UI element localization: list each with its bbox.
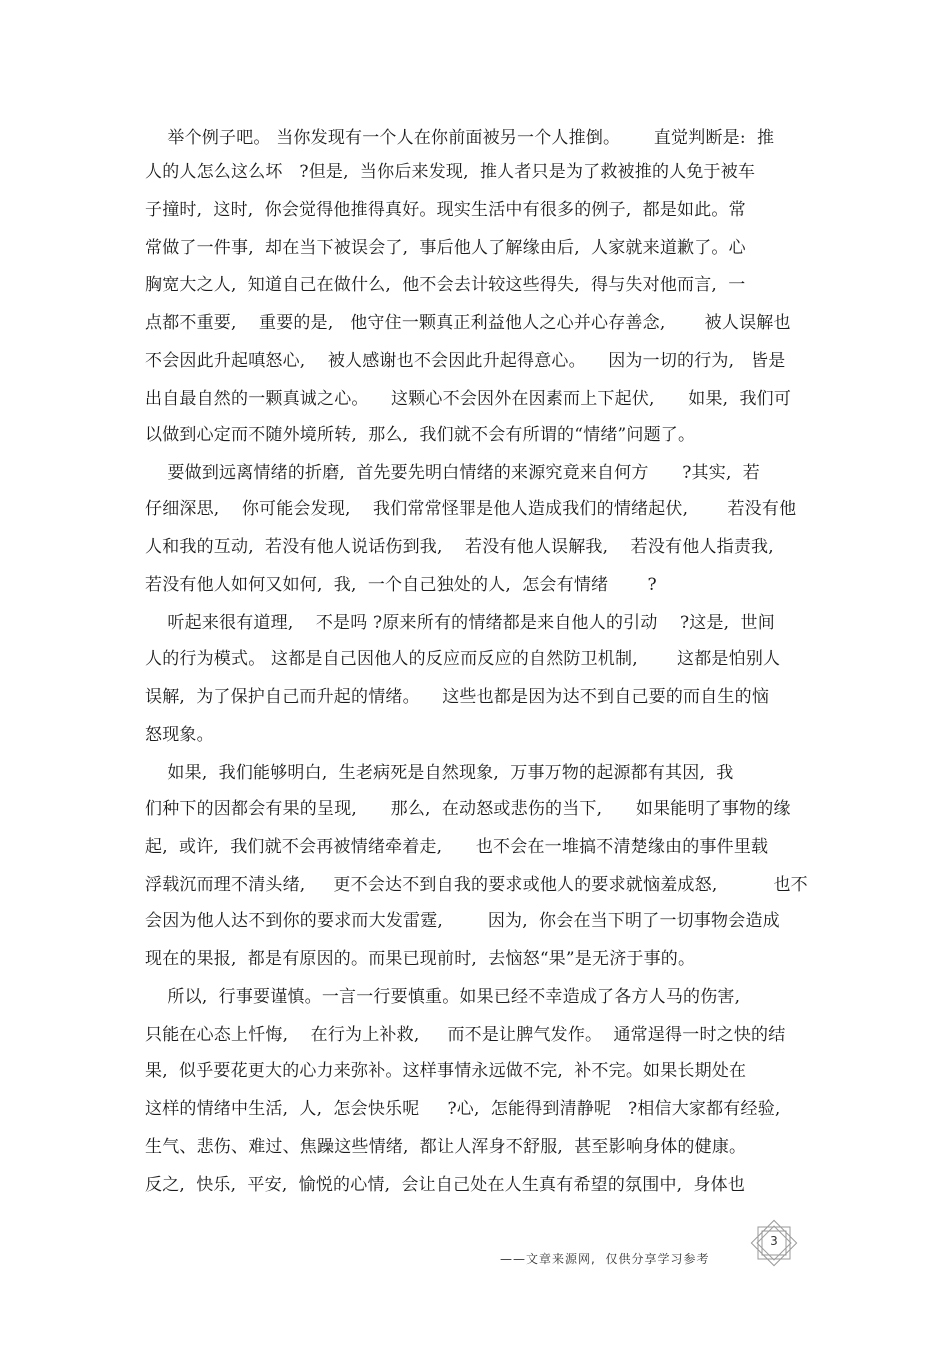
text-line: 反之, 快乐, 平安, 愉悦的心情, 会让自己处在人生真有希望的氛围中, 身体也 <box>145 1175 746 1195</box>
text-line: 点都不重要, 重要的是, 他守住一颗真正利益他人之心并心存善念, 被人误解也 <box>145 313 791 333</box>
footer-source-note: ——文章来源网, 仅供分享学习参考 <box>500 1252 710 1266</box>
text-line: 人和我的互动, 若没有他人说话伤到我, 若没有他人误解我, 若没有他人指责我, <box>145 537 774 557</box>
text-line: 出自最自然的一颗真诚之心。 这颗心不会因外在因素而上下起伏, 如果, 我们可 <box>145 389 792 409</box>
text-line: 不会因此升起嗔怒心, 被人感谢也不会因此升起得意心。 因为一切的行为, 皆是 <box>145 351 786 371</box>
page-number: 3 <box>770 1234 778 1248</box>
text-line: 如果, 我们能够明白, 生老病死是自然现象, 万事万物的起源都有其因, 我 <box>145 763 734 783</box>
text-line: 生气、悲伤、难过、焦躁这些情绪, 都让人浑身不舒服, 甚至影响身体的健康。 <box>145 1137 747 1157</box>
text-line: 这样的情绪中生活, 人, 怎会快乐呢 ?心, 怎能得到清静呢 ?相信大家都有经验, <box>145 1099 781 1119</box>
text-line: 会因为他人达不到你的要求而大发雷霆, 因为, 你会在当下明了一切事物会造成 <box>145 911 780 931</box>
text-line: 起, 或许, 我们就不会再被情绪牵着走, 也不会在一堆搞不清楚缘由的事件里载 <box>145 837 769 857</box>
text-line: 要做到远离情绪的折磨, 首先要先明白情绪的来源究竟来自何方 ?其实, 若 <box>145 463 760 483</box>
text-line: 人的行为模式。 这都是自己因他人的反应而反应的自然防卫机制, 这都是怕别人 <box>145 649 781 669</box>
text-line: 子撞时, 这时, 你会觉得他推得真好。现实生活中有很多的例子, 都是如此。常 <box>145 200 746 220</box>
text-line: 以做到心定而不随外境所转, 那么, 我们就不会有所谓的“情绪”问题了。 <box>145 425 696 445</box>
text-line: 举个例子吧。 当你发现有一个人在你前面被另一个人推倒。 直觉判断是: 推 <box>145 128 775 148</box>
page-number-badge <box>748 1219 800 1269</box>
text-line: 现在的果报, 都是有原因的。而果已现前时, 去恼怒“果”是无济于事的。 <box>145 949 696 969</box>
text-line: 胸宽大之人, 知道自己在做什么, 他不会去计较这些得失, 得与失对他而言, 一 <box>145 275 746 295</box>
text-line: 听起来很有道理, 不是吗 ?原来所有的情绪都是来自他人的引动 ?这是, 世间 <box>145 613 775 633</box>
text-line: 所以, 行事要谨慎。一言一行要慎重。如果已经不幸造成了各方人马的伤害, <box>145 987 741 1007</box>
text-line: 误解, 为了保护自己而升起的情绪。 这些也都是因为达不到自己要的而自生的恼 <box>145 687 770 707</box>
text-line: 们种下的因都会有果的呈现, 那么, 在动怒或悲伤的当下, 如果能明了事物的缘 <box>145 799 791 819</box>
text-line: 人的人怎么这么坏 ?但是, 当你后来发现, 推人者只是为了救被推的人免于被车 <box>145 162 756 182</box>
text-line: 只能在心态上忏悔, 在行为上补救, 而不是让脾气发作。 通常逞得一时之快的结 <box>145 1025 786 1045</box>
text-line: 浮载沉而理不清头绪, 更不会达不到自我的要求或他人的要求就恼羞成怒, 也不 <box>145 875 808 895</box>
text-line: 果, 似乎要花更大的心力来弥补。这样事情永远做不完, 补不完。如果长期处在 <box>145 1061 747 1081</box>
text-line: 怒现象。 <box>145 725 214 745</box>
text-line: 若没有他人如何又如何, 我, 一个自己独处的人, 怎会有情绪 ? <box>145 575 657 595</box>
text-line: 常做了一件事, 却在当下被误会了, 事后他人了解缘由后, 人家就来道歉了。心 <box>145 238 746 258</box>
text-line: 仔细深思, 你可能会发现, 我们常常怪罪是他人造成我们的情绪起伏, 若没有他 <box>145 499 797 519</box>
